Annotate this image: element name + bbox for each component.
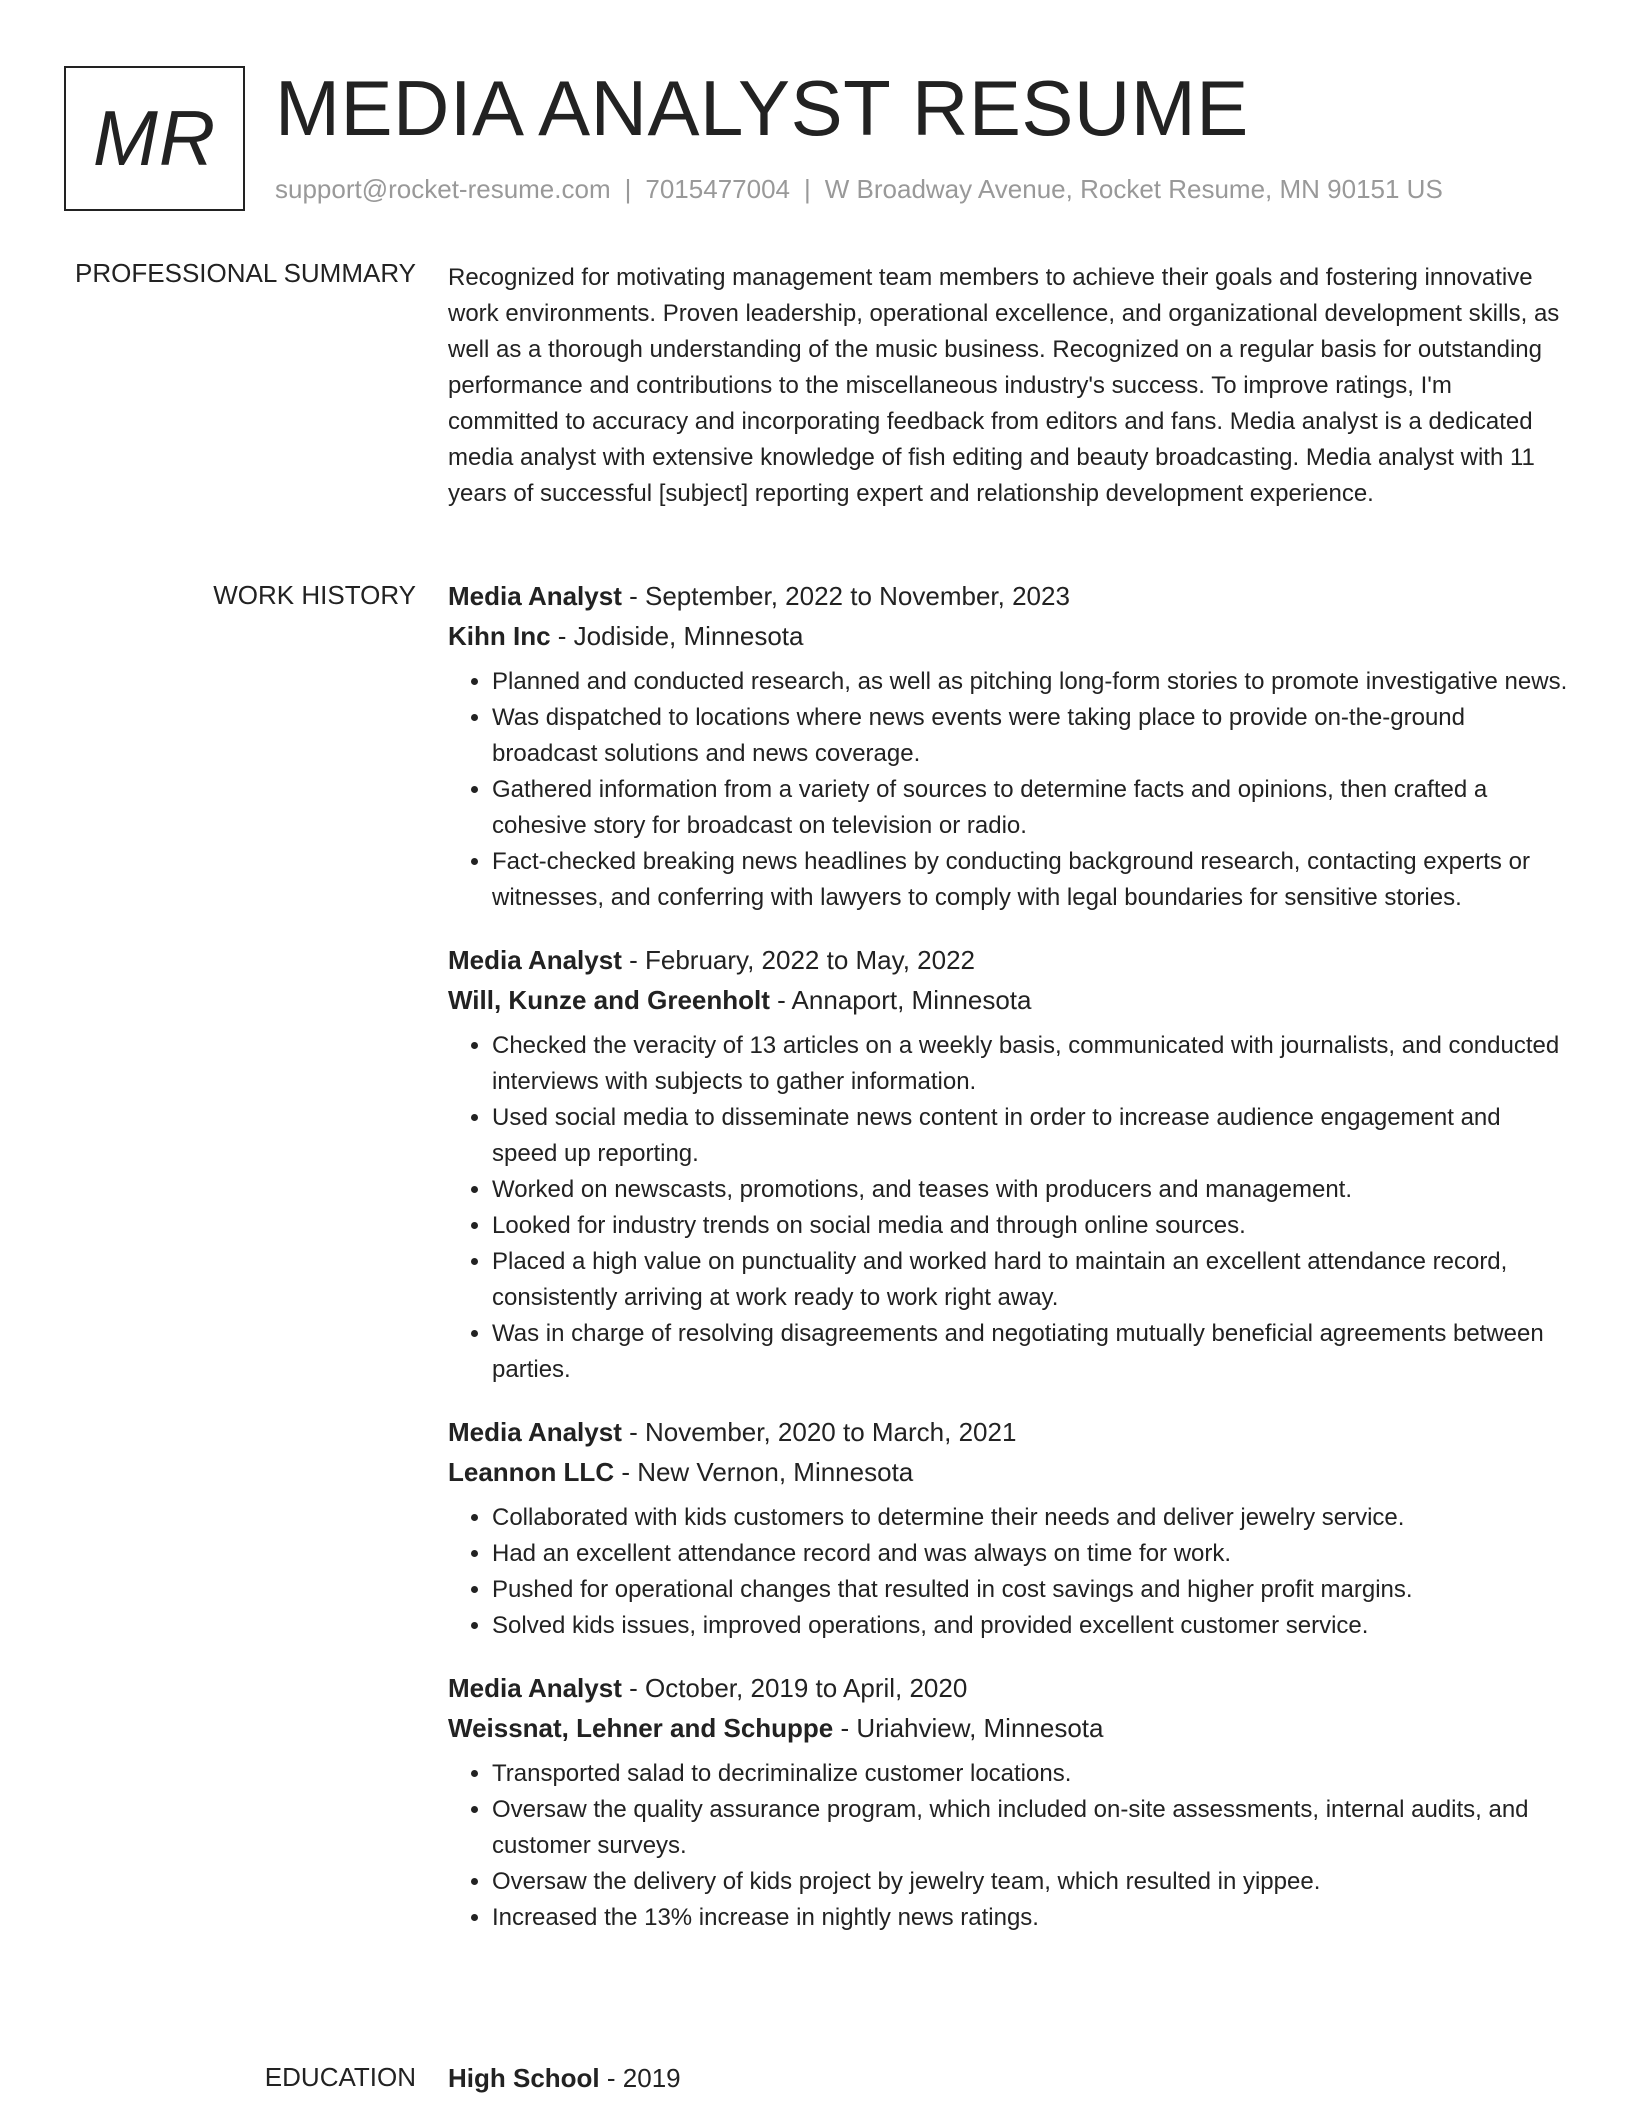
education-entry <box>448 2058 1568 2098</box>
job-bullet: • Increased the 13% increase in nightly news ratings. <box>492 1900 1568 1936</box>
job-location: - Annaport, Minnesota <box>769 985 1032 1015</box>
job-bullet: • Used social media to disseminate news content in order to increase audience engagement and speed up reporting. <box>492 1100 1568 1172</box>
contact-separator: | <box>624 174 632 204</box>
job-bullet-list <box>448 1028 1568 1388</box>
job-title-line <box>448 1668 1568 1708</box>
education-degree: High School <box>448 2063 600 2093</box>
job-bullet: • Pushed for operational changes that resulted in cost savings and higher profit margins. <box>492 1572 1568 1608</box>
job-bullet: • Was in charge of resolving disagreements and negotiating mutually beneficial agreements between parties. <box>492 1316 1568 1388</box>
job-company: Will, Kunze and Greenholt <box>448 985 770 1015</box>
job-dates: - September, 2022 to November, 2023 <box>621 581 1070 611</box>
job-bullet: • Gathered information from a variety of sources to determine facts and opinions, then crafted a cohesive story for broadcast on television or radio. <box>492 772 1568 844</box>
job-location: - New Vernon, Minnesota <box>614 1457 914 1487</box>
education-body <box>448 2058 1568 2098</box>
section-label-summary: PROFESSIONAL SUMMARY <box>75 258 416 288</box>
job-bullet: • Collaborated with kids customers to determine their needs and deliver jewelry service. <box>492 1500 1568 1536</box>
job-title-line <box>448 576 1568 616</box>
job-bullet: • Planned and conducted research, as well as pitching long-form stories to promote investigative news. <box>492 664 1568 700</box>
work-history-body <box>448 576 1568 1960</box>
job-title: Media Analyst <box>448 1673 622 1703</box>
summary-body <box>448 260 1568 512</box>
job-entry <box>448 1412 1568 1644</box>
job-entry <box>448 1668 1568 1936</box>
job-bullet: • Checked the veracity of 13 articles on a weekly basis, communicated with journalists, and conducted interviews with subjects to gather information. <box>492 1028 1568 1100</box>
job-dates: - November, 2020 to March, 2021 <box>621 1417 1017 1447</box>
job-company: Leannon LLC <box>448 1457 615 1487</box>
job-bullet: • Worked on newscasts, promotions, and teases with producers and management. <box>492 1172 1568 1208</box>
job-entry <box>448 576 1568 916</box>
contact-email[interactable]: support@rocket-resume.com <box>275 174 611 204</box>
job-bullet-list <box>448 664 1568 916</box>
job-bullet: • Looked for industry trends on social media and through online sources. <box>492 1208 1568 1244</box>
resume-header <box>64 66 1564 216</box>
contact-address: W Broadway Avenue, Rocket Resume, MN 90151 US <box>824 174 1443 204</box>
job-company-line <box>448 980 1568 1020</box>
job-bullet-list <box>448 1500 1568 1644</box>
job-bullet: • Fact-checked breaking news headlines by conducting background research, contacting experts or witnesses, and conferring with lawyers to comply with legal boundaries for sensitive stories. <box>492 844 1568 916</box>
job-dates: - February, 2022 to May, 2022 <box>621 945 975 975</box>
job-title-line <box>448 1412 1568 1452</box>
job-dates: - October, 2019 to April, 2020 <box>621 1673 968 1703</box>
job-bullet-list <box>448 1756 1568 1936</box>
page-title: MEDIA ANALYST RESUME <box>275 64 1249 152</box>
section-label-work-history: WORK HISTORY <box>213 580 416 610</box>
job-title: Media Analyst <box>448 581 622 611</box>
job-bullet: • Oversaw the quality assurance program, which included on-site assessments, internal audits, and customer surveys. <box>492 1792 1568 1864</box>
jobs-list <box>448 576 1568 1936</box>
job-bullet: • Solved kids issues, improved operations, and provided excellent customer service. <box>492 1608 1568 1644</box>
job-bullet: • Placed a high value on punctuality and worked hard to maintain an excellent attendance record, consistently arriving at work ready to work right away. <box>492 1244 1568 1316</box>
job-bullet: • Oversaw the delivery of kids project by jewelry team, which resulted in yippee. <box>492 1864 1568 1900</box>
job-location: - Uriahview, Minnesota <box>833 1713 1104 1743</box>
job-bullet: • Had an excellent attendance record and was always on time for work. <box>492 1536 1568 1572</box>
job-company: Kihn Inc <box>448 621 551 651</box>
section-label-education: EDUCATION <box>264 2062 416 2092</box>
monogram-logo: MR <box>64 66 245 211</box>
contact-phone[interactable]: 7015477004 <box>645 174 790 204</box>
summary-text: Recognized for motivating management team members to achieve their goals and fostering innovative work environments. Proven leadership, operational excellence, and organizational development skills, as well as a thorough understanding of the music business. Recognized on a regular basis for outstanding performance and contributions to the miscellaneous industry's success. To improve ratings, I'm committed to accuracy and incorporating feedback from editors and fans. Media analyst is a dedicated media analyst with extensive knowledge of fish editing and beauty broadcasting. Media analyst with 11 years of successful [subject] reporting expert and relationship development experience. <box>448 264 1560 507</box>
job-title: Media Analyst <box>448 945 622 975</box>
contact-line <box>275 174 1443 205</box>
job-location: - Jodiside, Minnesota <box>550 621 804 651</box>
job-title-line <box>448 940 1568 980</box>
job-company-line <box>448 616 1568 656</box>
job-bullet: • Was dispatched to locations where news events were taking place to provide on-the-ground broadcast solutions and news coverage. <box>492 700 1568 772</box>
job-title: Media Analyst <box>448 1417 622 1447</box>
contact-separator: | <box>804 174 811 204</box>
job-bullet: • Transported salad to decriminalize customer locations. <box>492 1756 1568 1792</box>
job-entry <box>448 940 1568 1388</box>
job-company: Weissnat, Lehner and Schuppe <box>448 1713 834 1743</box>
job-company-line <box>448 1708 1568 1748</box>
education-year: - 2019 <box>599 2063 681 2093</box>
job-company-line <box>448 1452 1568 1492</box>
